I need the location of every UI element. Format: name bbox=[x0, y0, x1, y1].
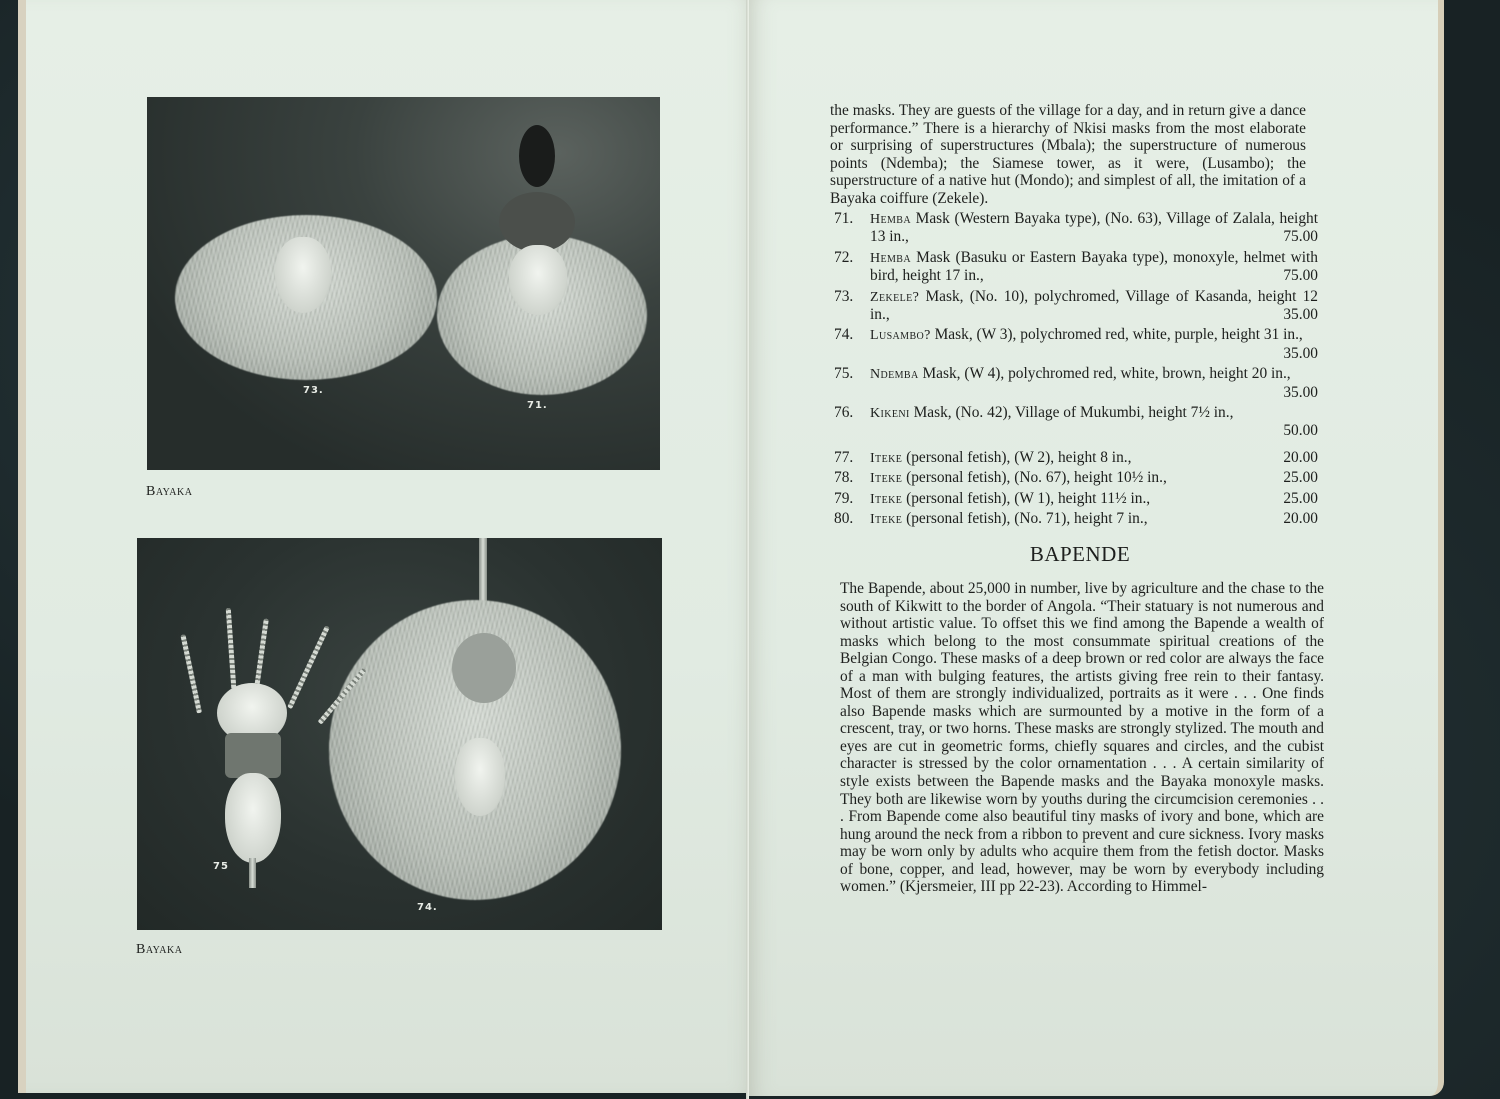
point-spike bbox=[226, 608, 237, 698]
point-spike bbox=[287, 625, 330, 709]
bapende-paragraph: The Bapende, about 25,000 in number, live by agriculture and the chase to the south of Kikwitt to the border of Angola. “Their statuary is not numerous and without artistic value. To offset this we find among the Bapende a wealth of masks which belong to the most consummate spiritual creations of the Belgian Congo. These masks of a deep brown or red color are always the face of a man with bulging features, the artists giving free rein to their fantasy. Most of them are strongly individualized, portraits as it were . . . One finds also Bapende masks which are surmounted by a motive in the form of a crescent, tray, or two horns. These masks are strongly stylized. The mouth and eyes are cut in geometric forms, chiefly squares and circles, and the cubist character is stressed by the color ornamentation . . . A certain similarity of style exists between the Bapende masks and the Bayaka monoxyle masks. They both are likewise worn by youths during the circumcision ceremonies . . . From Bapende come also beautiful tiny masks of ivory and bone, which are hung around the neck from a ribbon to prevent and cure sickness. Ivory masks may be worn only by adults who acquire them from the fetish doctor. Masks of bone, copper, and lead, however, may be worn by everybody including women.” (Kjersmeier, III pp 22-23). According to Himmel- bbox=[840, 580, 1324, 896]
entry-price: 35.00 bbox=[1283, 306, 1318, 324]
entry-description: Mask (Western Bayaka type), (No. 63), Village of Zalala, height 13 in., bbox=[870, 210, 1318, 246]
entry-name: Iteke bbox=[870, 512, 903, 528]
intro-paragraph: the masks. They are guests of the village for a day, and in return give a dance performance.” There is a hierarchy of Nkisi masks from the most elaborate or surprising of superstructures (Mbala); the superstructure of numerous points (Ndemba); the Siamese tower, as it were, (Lusambo); the superstructure of a native hut (Mondo); and simplest of all, the imitation of a Bayaka coiffure (Zekele). bbox=[830, 102, 1306, 207]
plate-label-75: 75 bbox=[213, 861, 229, 872]
entry-price: 20.00 bbox=[1283, 448, 1318, 466]
entry-number: 76. bbox=[834, 404, 854, 422]
entry-price: 20.00 bbox=[1283, 510, 1318, 528]
entry-name: Hemba bbox=[870, 212, 912, 227]
mask-face-74 bbox=[455, 738, 505, 816]
tower-superstructure-74 bbox=[452, 633, 516, 703]
plate-label-73: 73. bbox=[303, 385, 324, 396]
catalog-entry bbox=[834, 449, 1318, 467]
plate-caption-bottom: Bayaka bbox=[136, 942, 183, 957]
catalog-entry bbox=[834, 249, 1318, 285]
helmet-71 bbox=[499, 192, 575, 252]
entry-name: Iteke bbox=[870, 450, 903, 466]
entry-description: Mask, (No. 42), Village of Mukumbi, height 7½ in., bbox=[913, 404, 1234, 422]
entry-description: Mask, (No. 10), polychromed, Village of Kasanda, height 12 in., bbox=[870, 287, 1318, 324]
entry-price: 35.00 bbox=[1283, 344, 1318, 362]
entry-description: Mask, (W 4), polychromed red, white, brown, height 20 in., bbox=[922, 365, 1291, 383]
plate-caption-top: Bayaka bbox=[146, 484, 193, 499]
photo-plate-masks-73-71 bbox=[147, 97, 660, 470]
entry-description: (personal fetish), (No. 67), height 10½ in., bbox=[906, 469, 1167, 487]
entry-price: 50.00 bbox=[1283, 422, 1318, 440]
mask-face-75 bbox=[225, 773, 281, 863]
photo-plate-masks-75-74 bbox=[137, 538, 662, 930]
section-heading-bapende: BAPENDE bbox=[1029, 542, 1131, 566]
headpiece-75 bbox=[225, 733, 281, 778]
entry-number: 74. bbox=[834, 326, 854, 344]
catalog-entry bbox=[834, 490, 1318, 508]
entry-number: 73. bbox=[834, 287, 854, 305]
catalog-entry bbox=[834, 404, 1318, 440]
entry-number: 79. bbox=[834, 489, 854, 507]
catalog-entry bbox=[834, 469, 1318, 487]
entry-name: Iteke bbox=[870, 471, 903, 487]
entry-name: Ndemba bbox=[870, 367, 919, 383]
entry-price: 25.00 bbox=[1283, 469, 1318, 487]
entry-number: 71. bbox=[834, 210, 854, 227]
catalog-entry bbox=[834, 365, 1318, 401]
entry-name: Iteke bbox=[870, 491, 903, 507]
entry-name: Hemba bbox=[870, 250, 912, 266]
entry-description: Mask (Basuku or Eastern Bayaka type), monoxyle, helmet with bird, height 17 in., bbox=[870, 248, 1318, 285]
entry-price: 75.00 bbox=[1283, 267, 1318, 285]
catalog-list bbox=[834, 210, 1318, 531]
handle-75 bbox=[249, 858, 256, 888]
catalog-entry bbox=[834, 510, 1318, 528]
entry-description: (personal fetish), (W 2), height 8 in., bbox=[906, 448, 1132, 466]
entry-number: 77. bbox=[834, 448, 854, 466]
entry-price: 35.00 bbox=[1283, 383, 1318, 401]
entry-price: 25.00 bbox=[1283, 489, 1318, 507]
entry-description: (personal fetish), (W 1), height 11½ in., bbox=[906, 489, 1151, 507]
bird-crest-71 bbox=[519, 125, 555, 187]
catalog-entry bbox=[834, 210, 1318, 246]
entry-name: Lusambo? bbox=[870, 328, 931, 344]
entry-name: Zekele? bbox=[870, 289, 920, 305]
entry-name: Kikeni bbox=[870, 406, 910, 422]
mask-face-71 bbox=[509, 245, 567, 315]
entry-number: 78. bbox=[834, 469, 854, 487]
entry-number: 75. bbox=[834, 365, 854, 383]
book-gutter bbox=[746, 0, 749, 1099]
catalog-entry bbox=[834, 326, 1318, 362]
point-spike bbox=[180, 634, 202, 713]
catalog-entry bbox=[834, 288, 1318, 324]
plate-label-74: 74. bbox=[417, 902, 438, 913]
entry-number: 80. bbox=[834, 510, 854, 528]
entry-price: 75.00 bbox=[1283, 228, 1318, 246]
entry-description: Mask, (W 3), polychromed red, white, purple, height 31 in., bbox=[934, 326, 1303, 344]
entry-number: 72. bbox=[834, 248, 854, 266]
mask-face-73 bbox=[275, 237, 331, 313]
plate-label-71: 71. bbox=[527, 400, 548, 411]
entry-description: (personal fetish), (No. 71), height 7 in., bbox=[906, 510, 1148, 528]
